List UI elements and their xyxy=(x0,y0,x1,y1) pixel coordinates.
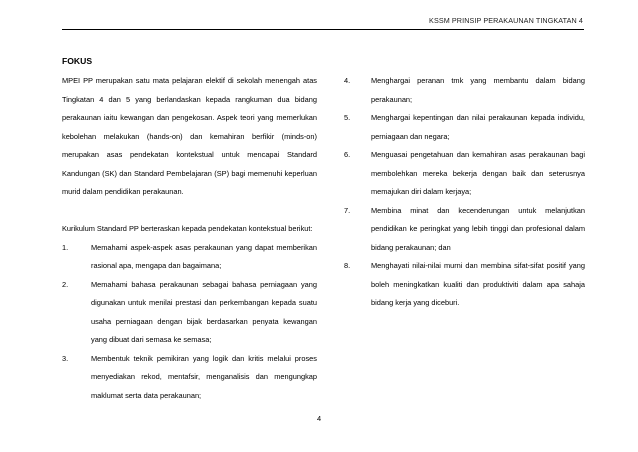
list-item-text: Memahami aspek-aspek asas perakaunan yang dapat memberikan rasional apa, mengapa dan bagaimana; xyxy=(91,242,317,270)
list-item-number: 5. xyxy=(344,113,351,122)
list-item xyxy=(62,350,317,406)
list-item-number: 3. xyxy=(62,353,69,363)
list-item-text: Membentuk teknik pemikiran yang logik dan kritis melalui proses menyediakan rekod, mentafsir, menganalisis dan mengungkap maklumat serta data perakaunan; xyxy=(91,353,317,400)
running-header: KSSM PRINSIP PERAKAUNAN TINGKATAN 4 xyxy=(429,16,583,25)
list-item xyxy=(344,257,585,313)
list-item xyxy=(62,276,317,350)
list-item-text: Menghargai kepentingan dan nilai perakaunan kepada individu, perniagaan dan negara; xyxy=(371,113,585,141)
left-column xyxy=(62,72,317,405)
list-item-text: Menghargai peranan tmk yang membantu dalam bidang perakaunan; xyxy=(371,76,585,104)
list-item-text: Membina minat dan kecenderungan untuk melanjutkan pendidikan ke peringkat yang lebih tinggi dan profesional dalam bidang perakaunan; dan xyxy=(371,205,585,252)
intro-paragraph: MPEI PP merupakan satu mata pelajaran elektif di sekolah menengah atas Tingkatan 4 dan 5 yang berlandaskan kepada rangkuman dua bidang perakaunan iaitu kewangan dan pengekosan. Aspek teori yang memerlukan kebolehan melakukan (hands-on) dan kemahiran berfikir (minds-on) merupakan asas pendekatan kontekstual untuk mencapai Standard Kandungan (SK) dan Standard Pembelajaran (SP) bagi memenuhi keperluan murid dalam pendidikan perakaunan. xyxy=(62,76,317,196)
list-intro-paragraph: Kurikulum Standard PP berteraskan kepada pendekatan kontekstual berikut: xyxy=(62,224,313,233)
header-divider xyxy=(62,29,584,30)
list-item xyxy=(62,239,317,276)
list-item-number: 2. xyxy=(62,279,69,289)
list-item-number: 6. xyxy=(344,150,351,159)
list-item xyxy=(344,202,585,258)
list-item-text: Memahami bahasa perakaunan sebagai bahasa perniagaan yang digunakan untuk menilai prestasi dan perkembangan kepada suatu usaha perniagaan dengan bijak berdasarkan penyata kewangan yang dibuat dari semasa ke semasa; xyxy=(91,279,317,344)
list-item-number: 8. xyxy=(344,261,351,270)
list-item-text: Menguasai pengetahuan dan kemahiran asas perakaunan bagi membolehkan mereka bekerja dengan baik dan seterusnya memajukan diri dalam kerjaya; xyxy=(371,150,585,196)
list-item xyxy=(344,109,585,146)
list-item-number: 7. xyxy=(344,205,351,215)
list-item xyxy=(344,72,585,109)
list-item xyxy=(344,146,585,202)
list-item-text: Menghayati nilai-nilai murni dan membina sifat-sifat positif yang boleh meningkatkan kualiti dan produktiviti dalam apa sahaja bidang kerja yang diceburi. xyxy=(371,261,585,307)
list-item-number: 1. xyxy=(62,242,69,252)
section-title: FOKUS xyxy=(62,56,93,66)
page-number: 4 xyxy=(316,414,322,423)
right-column xyxy=(344,72,585,313)
list-item-number: 4. xyxy=(344,76,351,85)
